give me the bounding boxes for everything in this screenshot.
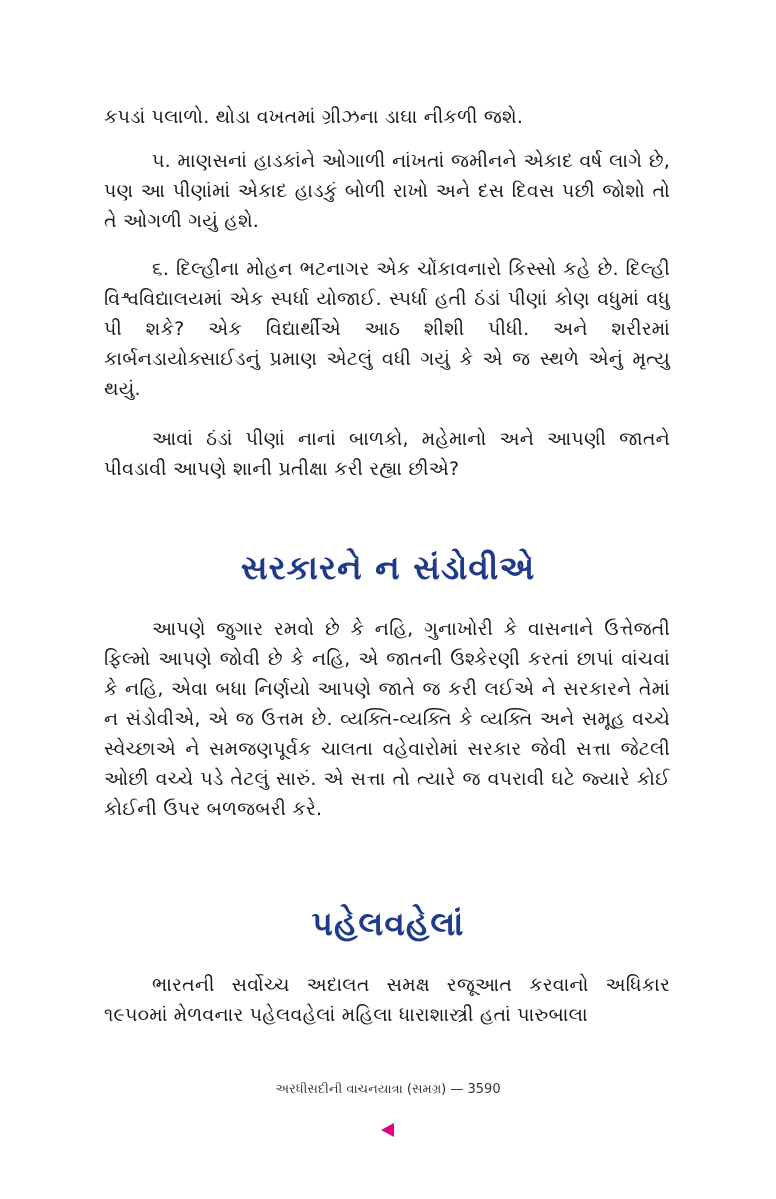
section-body-pahelvahela: ભારતની સર્વોચ્ચ અદાલત સમક્ષ રજૂઆત કરવાનો અધિકાર ૧૯૫૦માં મેળવનાર પહેલવહેલાં મહિલા ધારાશાસ્ત્રી હતાં પારુબાલા: [104, 974, 670, 1026]
section-heading-sarkar: સરકારને ન સંડોવીએ: [240, 548, 536, 587]
paragraph-continuation: કપડાં પલાળો. થોડા વખતમાં ગ્રીઝના ડાઘા નીકળી જશે.: [104, 106, 524, 128]
previous-page-arrow-icon[interactable]: [381, 1123, 394, 1137]
page-footer: અરધીસદીની વાચનયાત્રા (સમગ્ર) — 3590: [275, 1082, 501, 1097]
paragraph-item-6: ૬. દિલ્હીના મોહન ભટનાગર એક ચોંકાવનારો કિસ્સો કહે છે. દિલ્હી વિશ્વવિદ્યાલયમાં એક સ્પર્ધા યોજાઈ. સ્પર્ધા હતી ઠંડાં પીણાં કોણ વધુમાં વધુ પી શકે? એક વિદ્યાર્થીએ આઠ શીશી પીધી. અને શરીરમાં કાર્બનડાયોક્સાઈડનું પ્રમાણ એટલું વધી ગયું કે એ જ સ્થળે એનું મૃત્યુ થયું.: [104, 258, 670, 400]
section-heading-pahelvahela: પહેલવહેલાં: [311, 904, 465, 943]
paragraph-closing: આવાં ઠંડાં પીણાં નાનાં બાળકો, મહેમાનો અને આપણી જાતને પીવડાવી આપણે શાની પ્રતીક્ષા કરી રહ્યા છીએ?: [104, 428, 670, 480]
section-body-sarkar: આપણે જુગાર રમવો છે કે નહિ, ગુનાખોરી કે વાસનાને ઉત્તેજતી ફિલ્મો આપણે જોવી છે કે નહિ, એ જાતની ઉશ્કેરણી કરતાં છાપાં વાંચવાં કે નહિ, એવા બધા નિર્ણયો આપણે જાતે જ કરી લઈએ ને સરકારને તેમાં ન સંડોવીએ, એ જ ઉત્તમ છે. વ્યક્તિ-વ્યક્તિ કે વ્યક્તિ અને સમૂહ વચ્ચે સ્વેચ્છાએ ને સમજણપૂર્વક ચાલતા વહેવારોમાં સરકાર જેવી સત્તા જેટલી ઓછી વચ્ચે પડે તેટલું સારું. એ સત્તા તો ત્યારે જ વપરાવી ઘટે જ્યારે કોઈ કોઈની ઉપર બળજબરી કરે.: [104, 618, 670, 820]
paragraph-item-5: ૫. માણસનાં હાડકાંને ઓગાળી નાંખતાં જમીનને એકાદ વર્ષ લાગે છે, પણ આ પીણાંમાં એકાદ હાડકું બોળી રાખો અને દસ દિવસ પછી જોશો તો તે ઓગળી ગયું હશે.: [104, 150, 670, 232]
